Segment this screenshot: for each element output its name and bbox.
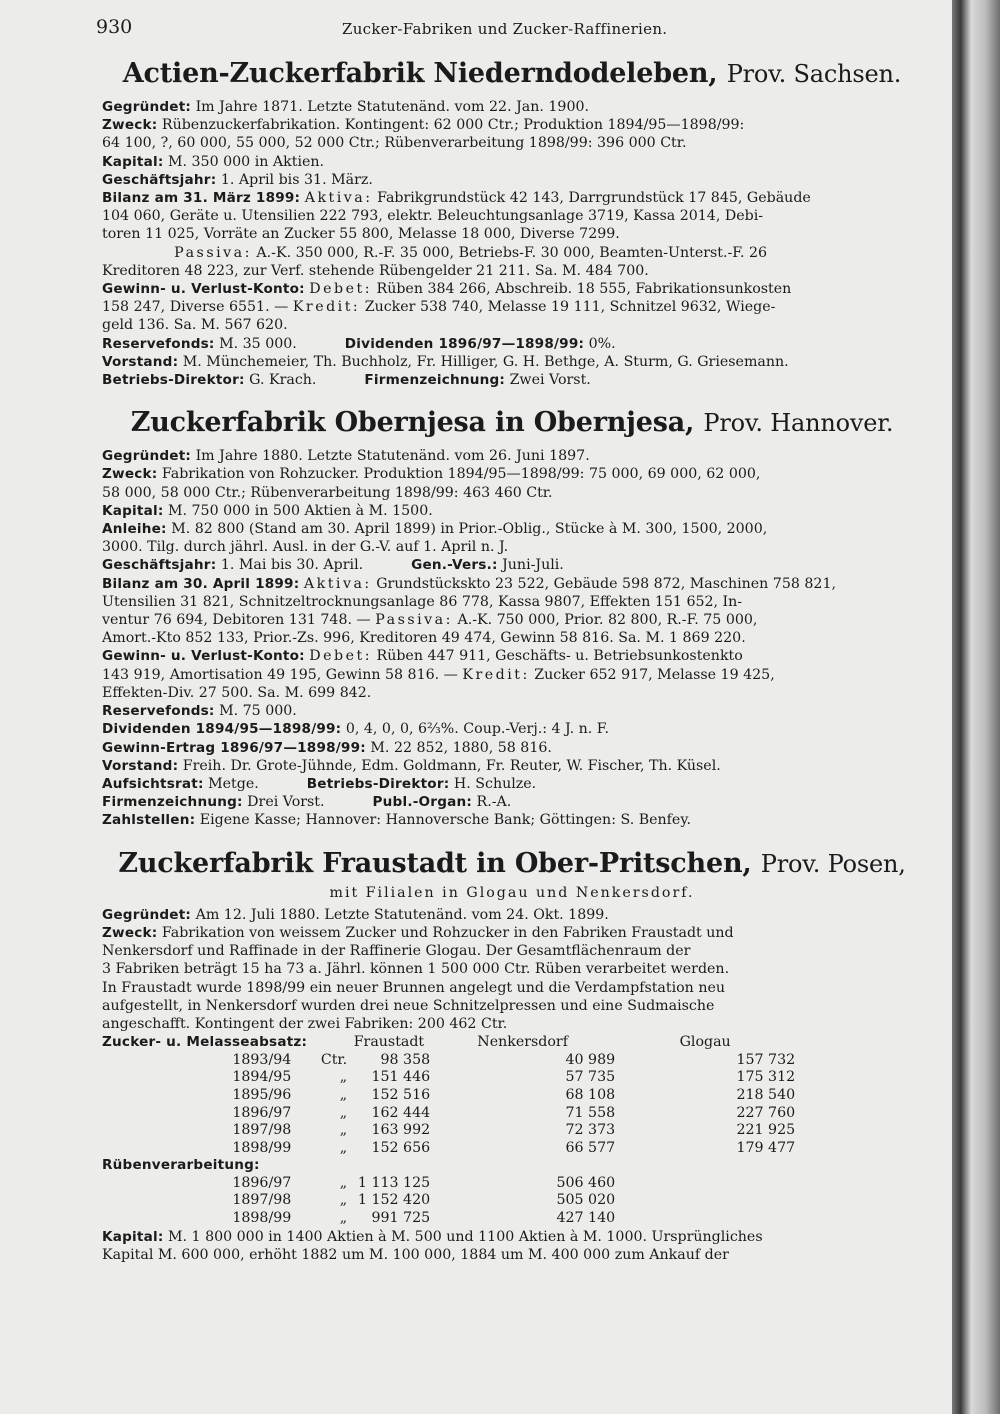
capital-line <box>102 1228 922 1246</box>
pl-line-3 <box>102 316 922 334</box>
entry-title <box>102 846 922 882</box>
province: Prov. Sachsen. <box>726 60 902 88</box>
table-row <box>102 1087 795 1105</box>
label: Zweck: <box>102 924 158 941</box>
purpose-line-5 <box>102 997 922 1015</box>
label: Firmenzeichnung: <box>364 372 506 389</box>
signature-line <box>102 793 922 811</box>
label-cell <box>102 1034 307 1052</box>
label: Debet: <box>309 281 373 298</box>
value: 143 919, Amortisation 49 195, Gewinn 58 816. — <box>102 666 458 683</box>
purpose-line-6 <box>102 1015 922 1033</box>
label: Gewinn-Ertrag 1896/97—1898/99: <box>102 739 366 756</box>
label: Kredit: <box>292 299 361 316</box>
province: Prov. Posen, <box>760 849 906 878</box>
value: geld 136. Sa. M. 567 620. <box>102 317 288 334</box>
value: M. 75 000. <box>219 703 297 720</box>
value: Zucker 652 917, Melasse 19 425, <box>534 666 775 683</box>
company-name: Zuckerfabrik Fraustadt in Ober-Pritschen, <box>118 847 752 879</box>
company-name: Actien-Zuckerfabrik Niederndodeleben, <box>122 58 718 89</box>
capital-line <box>102 153 922 171</box>
board-line <box>102 353 922 371</box>
beet-table-body <box>102 1175 795 1228</box>
nenkersdorf-cell: 505 020 <box>556 1192 616 1209</box>
spacer-cell <box>102 1052 232 1070</box>
value: M. 82 800 (Stand am 30. April 1899) in Prior.-Oblig., Stücke à M. 300, 1500, 2000, <box>171 521 768 538</box>
fraustadt-cell: 152 516 <box>371 1086 431 1103</box>
value: 1. April bis 31. März. <box>220 171 373 188</box>
fraustadt-cell: 163 992 <box>371 1122 431 1139</box>
balance-line-3 <box>102 225 922 243</box>
paying-agents-line <box>102 811 922 829</box>
label: Kredit: <box>462 666 530 683</box>
value: 64 100, ?, 60 000, 55 000, 52 000 Ctr.; Rübenverarbeitung 1898/99: 396 000 Ctr. <box>102 135 687 152</box>
table-row <box>102 1122 795 1140</box>
label: Dividenden 1896/97—1898/99: <box>344 335 585 352</box>
value: ventur 76 694, Debitoren 131 748. — <box>102 612 371 629</box>
value: Amort.-Kto 852 133, Prior.-Zs. 996, Kreditoren 49 474, Gewinn 58 816. Sa. M. 1 869 220. <box>102 630 746 647</box>
value: M. Münchemeier, Th. Buchholz, Fr. Hilliger, G. H. Bethge, A. Sturm, G. Griesemann. <box>182 353 789 370</box>
spacer-cell <box>102 1122 232 1140</box>
table-row <box>102 1105 795 1123</box>
label: Publ.-Organ: <box>372 794 473 811</box>
unit-cell: „ <box>339 1069 348 1086</box>
nenkersdorf-cell: 68 108 <box>565 1086 616 1103</box>
value: In Fraustadt wurde 1898/99 ein neuer Brunnen angelegt und die Verdampfstation neu <box>102 979 725 996</box>
year-cell: 1897/98 <box>232 1192 292 1209</box>
capital-line-2 <box>102 1246 922 1264</box>
entry-fraustadt <box>102 846 922 1265</box>
col-fraustadt: Fraustadt <box>353 1034 425 1051</box>
nenkersdorf-cell: 66 577 <box>565 1139 616 1156</box>
running-title: Zucker-Fabriken und Zucker-Raffinerien. <box>342 20 668 38</box>
balance-line <box>102 575 922 593</box>
glogau-cell: 227 760 <box>736 1104 796 1121</box>
label: Reservefonds: <box>102 703 215 720</box>
pl-line-2 <box>102 666 922 684</box>
value: Nenkersdorf und Raffinade in der Raffinerie Glogau. Der Gesamtflächenraum der <box>102 943 691 960</box>
fraustadt-cell: 1 113 125 <box>357 1174 431 1191</box>
fraustadt-cell: 98 358 <box>380 1051 431 1068</box>
label: Reservefonds: <box>102 335 215 352</box>
unit-cell: „ <box>339 1086 348 1103</box>
label: Firmenzeichnung: <box>102 794 243 811</box>
province: Prov. Hannover. <box>703 409 894 438</box>
company-name: Zuckerfabrik Obernjesa in Obernjesa, <box>130 407 695 439</box>
year-cell: 1894/95 <box>232 1069 292 1086</box>
value: Fabrikgrundstück 42 143, Darrgrundstück 17 845, Gebäude <box>377 190 811 207</box>
label: Passiva: <box>375 612 453 629</box>
value: A.-K. 750 000, Prior. 82 800, R.-F. 75 000, <box>457 612 758 629</box>
purpose-line-4 <box>102 979 922 997</box>
value: Fabrikation von Rohzucker. Produktion 1894/95—1898/99: 75 000, 69 000, 62 000, <box>161 466 761 483</box>
rueben-header <box>102 1157 795 1175</box>
unit-cell: Ctr. <box>320 1051 348 1068</box>
label: Gegründet: <box>102 99 192 115</box>
nenkersdorf-cell: 71 558 <box>565 1104 616 1121</box>
entry-niederndodeleben <box>102 56 922 389</box>
balance-line-2 <box>102 207 922 225</box>
label: Gewinn- u. Verlust-Konto: <box>102 281 305 298</box>
spacer-cell <box>102 1175 232 1193</box>
value: 1. Mai bis 30. April. <box>220 557 364 574</box>
label: Aktiva: <box>304 190 373 207</box>
glogau-cell: 218 540 <box>736 1086 796 1103</box>
unit-cell: „ <box>339 1122 348 1139</box>
value: Drei Vorst. <box>247 794 325 811</box>
entry-subtitle: mit Filialen in Glogau und Nenkersdorf. <box>329 884 695 901</box>
label: Aktiva: <box>303 575 372 592</box>
purpose-line-2 <box>102 134 922 152</box>
spacer-cell <box>102 1192 232 1210</box>
value: 3000. Tilg. durch jährl. Ausl. in der G.-V. auf 1. April n. J. <box>102 539 509 556</box>
label: Geschäftsjahr: <box>102 171 217 188</box>
board-line <box>102 757 922 775</box>
table-row <box>102 1052 795 1070</box>
loan-line-2 <box>102 538 922 556</box>
label: Bilanz am 30. April 1899: <box>102 575 300 592</box>
entry-title <box>102 56 922 92</box>
value: M. 350 000 in Aktien. <box>167 153 325 170</box>
value: R.-A. <box>476 794 512 811</box>
glogau-cell: 175 312 <box>736 1069 796 1086</box>
year-cell: 1893/94 <box>232 1051 292 1068</box>
balance-line-4 <box>102 244 922 262</box>
balance-line <box>102 189 922 207</box>
label: Betriebs-Direktor: <box>306 775 450 792</box>
table-row <box>102 1175 795 1193</box>
label: Kapital: <box>102 502 164 519</box>
glogau-cell: 157 732 <box>736 1051 796 1068</box>
spacer-cell <box>102 1210 232 1228</box>
col-nenkersdorf: Nenkersdorf <box>477 1034 568 1051</box>
spacer-cell <box>102 1105 232 1123</box>
fraustadt-cell: 162 444 <box>371 1104 431 1121</box>
value: toren 11 025, Vorräte an Zucker 55 800, Melasse 18 000, Diverse 7299. <box>102 226 620 243</box>
value: Freih. Dr. Grote-Jühnde, Edm. Goldmann, Fr. Reuter, W. Fischer, Th. Küsel. <box>182 757 721 774</box>
value: M. 22 852, 1880, 58 816. <box>370 739 552 756</box>
value: Im Jahre 1871. Letzte Statutenänd. vom 22. Jan. 1900. <box>195 99 590 115</box>
purpose-line <box>102 924 922 942</box>
value: M. 35 000. <box>219 335 297 352</box>
value: Grundstückskto 23 522, Gebäude 598 872, Maschinen 758 821, <box>376 575 836 592</box>
value: aufgestellt, in Nenkersdorf wurden drei neue Schnitzelpressen und eine Sudmaische <box>102 997 715 1014</box>
year-cell: 1898/99 <box>232 1139 292 1156</box>
value: M. 750 000 in 500 Aktien à M. 1500. <box>167 502 433 519</box>
purpose-line-2 <box>102 942 922 960</box>
spacer-cell <box>102 1087 232 1105</box>
label: Anleihe: <box>102 521 167 538</box>
table-row <box>102 1192 795 1210</box>
value: Rüben 384 266, Abschreib. 18 555, Fabrikationsunkosten <box>376 281 792 298</box>
balance-line-2 <box>102 593 922 611</box>
sales-table <box>102 1034 795 1228</box>
value: angeschafft. Kontingent der zwei Fabriken: 200 462 Ctr. <box>102 1015 508 1032</box>
value: H. Schulze. <box>453 775 537 792</box>
page-number: 930 <box>96 16 133 38</box>
balance-line-4 <box>102 629 922 647</box>
unit-cell: „ <box>339 1192 348 1209</box>
value: Kapital M. 600 000, erhöht 1882 um M. 100 000, 1884 um M. 400 000 zum Ankauf der <box>102 1246 729 1263</box>
year-cell: 1898/99 <box>232 1210 292 1227</box>
founded-line <box>102 98 922 116</box>
label: Gen.-Vers.: <box>411 557 498 574</box>
nenkersdorf-cell: 427 140 <box>556 1210 616 1227</box>
year-cell: 1897/98 <box>232 1122 292 1139</box>
purpose-line <box>102 116 922 134</box>
pl-line <box>102 647 922 665</box>
pl-line-3 <box>102 684 922 702</box>
value: 3 Fabriken beträgt 15 ha 73 a. Jährl. können 1 500 000 Ctr. Rüben verarbeitet werden. <box>102 961 730 978</box>
value: 158 247, Diverse 6551. — <box>102 299 289 316</box>
unit-cell: „ <box>339 1104 348 1121</box>
value: Fabrikation von weissem Zucker und Rohzucker in den Fabriken Fraustadt und <box>161 924 734 941</box>
value: 0, 4, 0, 0, 6⅔%. Coup.-Verj.: 4 J. n. F. <box>345 721 609 738</box>
label: Aufsichtsrat: <box>102 775 204 792</box>
loan-line <box>102 520 922 538</box>
label: Kapital: <box>102 153 164 170</box>
fraustadt-cell: 152 656 <box>371 1139 431 1156</box>
table-row <box>102 1069 795 1087</box>
founded-line <box>102 447 922 465</box>
value: Juni-Juli. <box>502 557 564 574</box>
fiscal-year-line <box>102 171 922 189</box>
unit-cell: „ <box>339 1210 348 1227</box>
value: G. Krach. <box>249 372 317 389</box>
value: Eigene Kasse; Hannover: Hannoversche Bank; Göttingen: S. Benfey. <box>199 812 691 829</box>
value: Effekten-Div. 27 500. Sa. M. 699 842. <box>102 684 372 701</box>
label-cell <box>102 1157 795 1175</box>
dividend-line <box>102 720 922 738</box>
label: Gewinn- u. Verlust-Konto: <box>102 648 305 665</box>
label: Zweck: <box>102 466 158 483</box>
purpose-line-3 <box>102 960 922 978</box>
value: Utensilien 31 821, Schnitzeltrocknungsanlage 86 778, Kassa 9807, Effekten 151 652, In- <box>102 593 743 610</box>
label: Dividenden 1894/95—1898/99: <box>102 721 342 738</box>
value: Zwei Vorst. <box>509 372 591 389</box>
label: Zahlstellen: <box>102 812 196 829</box>
label: Debet: <box>309 648 373 665</box>
entry-obernjesa <box>102 405 922 829</box>
purpose-line-2 <box>102 484 922 502</box>
reserve-line <box>102 702 922 720</box>
entry-title <box>102 405 922 441</box>
glogau-cell: 221 925 <box>736 1122 796 1139</box>
fraustadt-cell: 1 152 420 <box>357 1192 431 1209</box>
page-content <box>102 56 922 1280</box>
unit-cell: „ <box>339 1174 348 1191</box>
nenkersdorf-cell: 57 735 <box>565 1069 616 1086</box>
value: A.-K. 350 000, R.-F. 35 000, Betriebs-F. 30 000, Beamten-Unterst.-F. 26 <box>256 244 768 261</box>
spacer-cell <box>102 1140 232 1158</box>
unit-cell: „ <box>339 1139 348 1156</box>
capital-line <box>102 502 922 520</box>
director-line <box>102 371 922 389</box>
label: Vorstand: <box>102 353 179 370</box>
value: Rübenzuckerfabrikation. Kontingent: 62 000 Ctr.; Produktion 1894/95—1898/99: <box>161 117 745 134</box>
book-edge <box>952 0 1000 1414</box>
value: 0%. <box>588 335 616 352</box>
value: 58 000, 58 000 Ctr.; Rübenverarbeitung 1898/99: 463 460 Ctr. <box>102 484 553 501</box>
label: Gegründet: <box>102 448 192 465</box>
fraustadt-cell: 991 725 <box>371 1210 431 1227</box>
page-header <box>96 16 916 46</box>
label: Rübenverarbeitung: <box>102 1157 260 1174</box>
value: Am 12. Juli 1880. Letzte Statutenänd. vom 24. Okt. 1899. <box>195 906 609 923</box>
label: Bilanz am 31. März 1899: <box>102 190 301 207</box>
label: Zucker- u. Melasseabsatz: <box>102 1034 308 1051</box>
pl-line <box>102 280 922 298</box>
value: Kreditoren 48 223, zur Verf. stehende Rübengelder 21 211. Sa. M. 484 700. <box>102 262 649 279</box>
year-cell: 1896/97 <box>232 1104 292 1121</box>
fraustadt-cell: 151 446 <box>371 1069 431 1086</box>
purpose-line <box>102 465 922 483</box>
col-glogau: Glogau <box>679 1034 731 1051</box>
year-cell: 1896/97 <box>232 1174 292 1191</box>
glogau-cell <box>615 1210 795 1228</box>
value: Zucker 538 740, Melasse 19 111, Schnitzel 9632, Wiege- <box>364 299 776 316</box>
fiscal-year-line <box>102 556 922 574</box>
balance-line-3 <box>102 611 922 629</box>
label: Gegründet: <box>102 906 192 923</box>
table-row <box>102 1210 795 1228</box>
balance-line-5 <box>102 262 922 280</box>
nenkersdorf-cell: 40 989 <box>565 1051 616 1068</box>
profit-line <box>102 739 922 757</box>
value: Rüben 447 911, Geschäfts- u. Betriebsunkostenkto <box>376 648 743 665</box>
sales-table-body <box>102 1052 795 1158</box>
table-row <box>102 1140 795 1158</box>
label: Passiva: <box>174 244 252 261</box>
reserve-line <box>102 335 922 353</box>
nenkersdorf-cell: 72 373 <box>565 1122 616 1139</box>
label: Betriebs-Direktor: <box>102 372 245 389</box>
supervisory-line <box>102 775 922 793</box>
glogau-cell: 179 477 <box>736 1139 796 1156</box>
label: Zweck: <box>102 117 158 134</box>
nenkersdorf-cell: 506 460 <box>556 1174 616 1191</box>
value: M. 1 800 000 in 1400 Aktien à M. 500 und 1100 Aktien à M. 1000. Ursprüngliches <box>167 1228 763 1245</box>
year-cell: 1895/96 <box>232 1086 292 1103</box>
value: Im Jahre 1880. Letzte Statutenänd. vom 26. Juni 1897. <box>195 448 590 465</box>
founded-line <box>102 906 922 924</box>
sales-table-header <box>102 1034 795 1052</box>
label: Vorstand: <box>102 757 179 774</box>
label: Kapital: <box>102 1228 164 1245</box>
label: Geschäftsjahr: <box>102 557 217 574</box>
spacer-cell <box>102 1069 232 1087</box>
glogau-cell <box>615 1175 795 1193</box>
glogau-cell <box>615 1192 795 1210</box>
pl-line-2 <box>102 298 922 316</box>
value: 104 060, Geräte u. Utensilien 222 793, elektr. Beleuchtungsanlage 3719, Kassa 2014, Debi- <box>102 208 764 225</box>
value: Metge. <box>208 775 259 792</box>
